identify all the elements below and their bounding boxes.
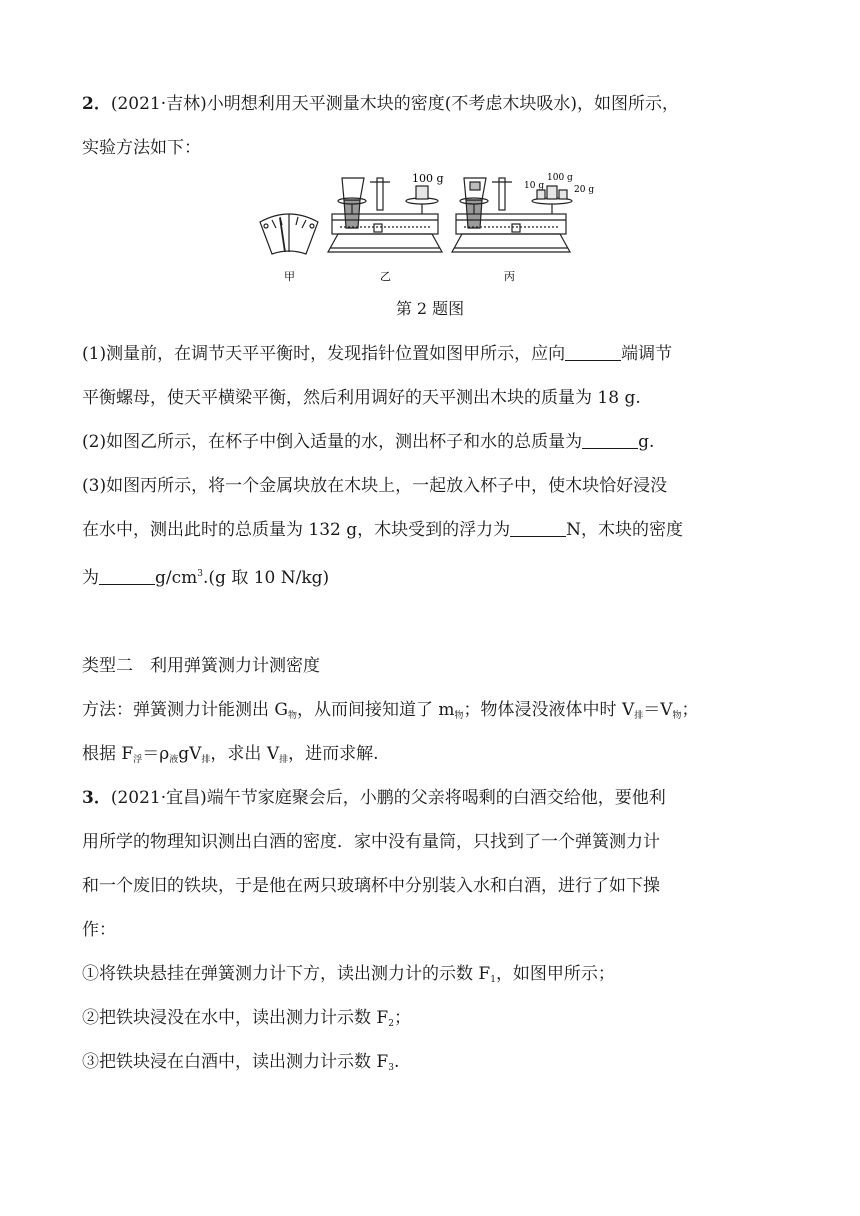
mass-label-bing-3: 20 g: [574, 185, 595, 195]
answer-blank: [565, 342, 621, 361]
problem-2-stem-line-1: 2．(2021·吉林)小明想利用天平测量木块的密度(不考虑木块吸水)，如图所示，: [82, 94, 680, 114]
balance-yi-illustration: [328, 178, 442, 252]
step-3-line: ③把铁块浸在白酒中，读出测力计示数 $F_3$.: [82, 1052, 400, 1073]
question-3-line-2: 在水中，测出此时的总质量为 132 g，木块受到的浮力为 N，木块的密度: [82, 520, 684, 540]
problem-3-number: 3: [82, 788, 94, 808]
problem-3-stem-line-4: 作：: [82, 920, 116, 940]
problem-3-stem-line-1: 3．(2021·宜昌)端午节家庭聚会后，小鹏的父亲将喝剩的白酒交给他，要他利: [82, 788, 666, 808]
pointer-scale-illustration: [260, 214, 318, 254]
problem-3-source: (2021·宜昌): [110, 788, 207, 808]
question-2-line: (2)如图乙所示，在杯子中倒入适量的水，测出杯子和水的总质量为 g.: [82, 432, 655, 452]
problem-2-source: (2021·吉林): [110, 94, 207, 114]
answer-blank: [510, 518, 566, 537]
question-1-line-1: (1)测量前，在调节天平平衡时，发现指针位置如图甲所示，应向 端调节: [82, 344, 673, 364]
problem-3-stem-line-3: 和一个废旧的铁块，于是他在两只玻璃杯中分别装入水和白酒，进行了如下操: [82, 876, 660, 896]
basis-line: 根据 $F_浮=\rho_液gV_排$，求出 $V_排$，进而求解.: [82, 744, 379, 765]
mass-label-bing-2: 100 g: [547, 173, 573, 183]
figure-label-bing: 丙: [504, 270, 515, 283]
method-line: 方法：弹簧测力计能测出 $G_物$，从而间接知道了 $m_物$；物体浸没液体中时 $V_排=V_物$；: [82, 700, 699, 721]
mass-label-yi: 100 g: [412, 172, 444, 185]
problem-2-stem-line-2: 实验方法如下：: [82, 138, 201, 158]
question-3-line-1: (3)如图丙所示，将一个金属块放在木块上，一起放入杯子中，使木块恰好浸没: [82, 476, 668, 496]
question-3-line-3: 为 $g/cm^3.(g$ 取 10 N/kg): [82, 568, 330, 588]
mass-label-bing-1: 10 g: [524, 181, 545, 191]
answer-blank: [99, 566, 155, 585]
figure-caption: 第 2 题图: [395, 299, 465, 318]
problem-2-stem-a: 小明想利用天平测量木块的密度(不考虑木块吸水)，如图所示，: [206, 94, 680, 114]
problem-2-number: 2: [82, 94, 94, 114]
answer-blank: [582, 430, 638, 449]
question-1-line-2: 平衡螺母，使天平横梁平衡，然后利用调好的天平测出木块的质量为 18 g.: [82, 388, 641, 408]
figure-label-jia: 甲: [284, 270, 295, 283]
step-2-line: ②把铁块浸没在水中，读出测力计示数 $F_2$；: [82, 1008, 411, 1029]
section-heading-type-2: 类型二 利用弹簧测力计测密度: [82, 656, 320, 676]
balance-bing-illustration: [452, 178, 572, 252]
step-1-line: ①将铁块悬挂在弹簧测力计下方，读出测力计的示数 $F_1$，如图甲所示；: [82, 964, 615, 985]
problem-3-stem-line-2: 用所学的物理知识测出白酒的密度．家中没有量筒，只找到了一个弹簧测力计: [82, 832, 660, 852]
balance-figure: [252, 168, 608, 290]
figure-label-yi: 乙: [380, 270, 391, 283]
